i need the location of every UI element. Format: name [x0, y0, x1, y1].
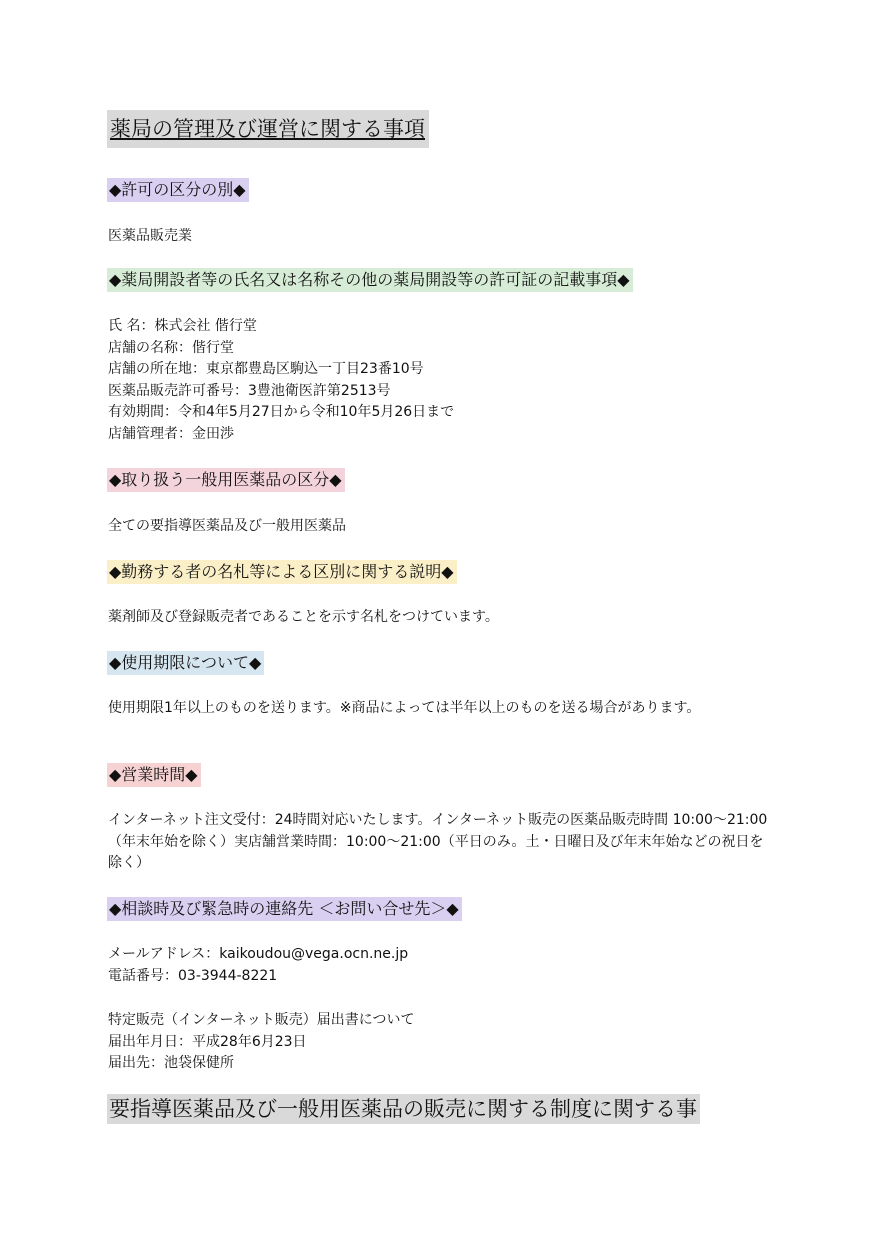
- name-tags-text: 薬剤師及び登録販売者であることを示す名札をつけています。: [108, 609, 499, 625]
- expiry-text: 使用期限1年以上のものを送ります。※商品によっては半年以上のものを送る場合があります。: [108, 700, 701, 716]
- contact-email: メールアドレス：kaikoudou@vega.ocn.ne.jp: [108, 946, 409, 962]
- page-title: 薬局の管理及び運営に関する事項: [107, 110, 429, 148]
- contact-phone: 電話番号：03-3944-8221: [108, 968, 278, 984]
- permit-detail-name: 氏 名：株式会社 偕行堂: [108, 318, 257, 334]
- section-heading-license-type: ◆許可の区分の別◆: [107, 178, 249, 202]
- section-heading-contact: ◆相談時及び緊急時の連絡先 ＜お問い合せ先＞◆: [107, 897, 462, 921]
- specified-sales-notice: 特定販売（インターネット販売）届出書について: [108, 1012, 415, 1028]
- drug-category-text: 全ての要指導医薬品及び一般用医薬品: [108, 518, 346, 534]
- notification-office: 届出先：池袋保健所: [108, 1055, 234, 1071]
- section-heading-drug-category: ◆取り扱う一般用医薬品の区分◆: [107, 468, 345, 492]
- notification-date: 届出年月日：平成28年6月23日: [108, 1034, 307, 1050]
- business-hours-text: インターネット注文受付：24時間対応いたします。インターネット販売の医薬品販売時間 10:00～21:00（年末年始を除く）実店舗営業時間：10:00～21:00（平日のみ。土・日曜日及び年末年始などの祝日を除く）: [108, 812, 768, 871]
- section-heading-permit-details: ◆薬局開設者等の氏名又は名称その他の薬局開設等の許可証の記載事項◆: [107, 268, 633, 292]
- permit-detail-store-name: 店舗の名称：偕行堂: [108, 340, 234, 356]
- permit-detail-address: 店舗の所在地：東京都豊島区駒込一丁目23番10号: [108, 361, 424, 377]
- permit-detail-manager: 店舗管理者：金田渉: [108, 426, 234, 442]
- permit-detail-validity: 有効期間：令和4年5月27日から令和10年5月26日まで: [108, 404, 455, 420]
- license-type-text: 医薬品販売業: [108, 228, 192, 244]
- footer-heading: 要指導医薬品及び一般用医薬品の販売に関する制度に関する事: [107, 1094, 700, 1124]
- section-heading-business-hours: ◆営業時間◆: [107, 763, 201, 787]
- permit-detail-license-number: 医薬品販売許可番号：3豊池衛医許第2513号: [108, 383, 391, 399]
- section-heading-expiry: ◆使用期限について◆: [107, 651, 264, 675]
- section-heading-name-tags: ◆勤務する者の名札等による区別に関する説明◆: [107, 560, 457, 584]
